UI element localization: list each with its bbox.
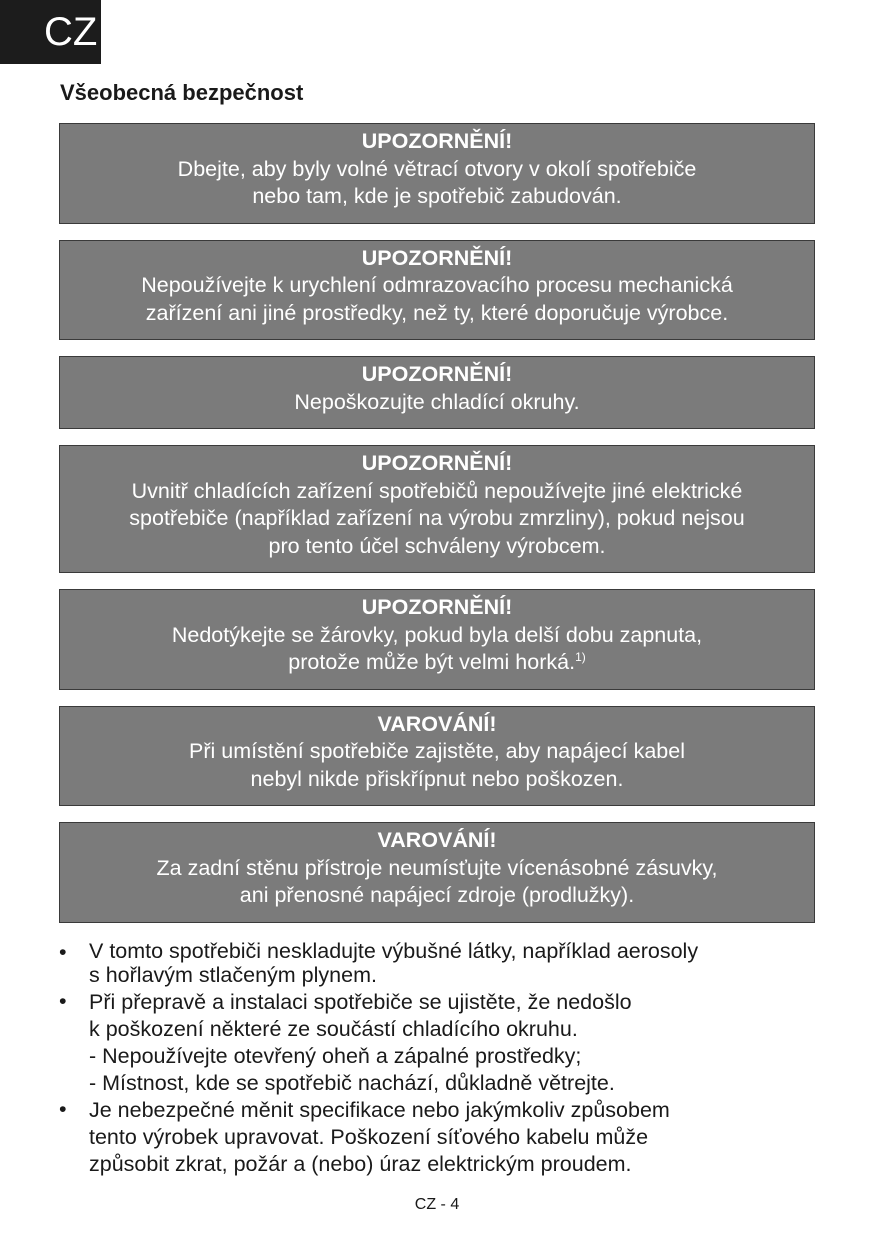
footnote-marker: 1) [575, 650, 586, 664]
warning-box [59, 123, 815, 224]
bullet-text-line: Při přepravě a instalaci spotřebiče se ujistěte, že nedošlo [89, 990, 632, 1014]
warning-text-line [68, 738, 806, 766]
bullet-icon: • [59, 1097, 67, 1121]
warning-title: UPOZORNĚNÍ! [361, 595, 513, 619]
warning-title: UPOZORNĚNÍ! [361, 362, 513, 386]
warning-text-line [68, 478, 806, 506]
warning-text-line [68, 272, 806, 300]
bullet-icon: • [59, 940, 67, 964]
bullet-text-line: způsobit zkrat, požár a (nebo) úraz elektrickým proudem. [89, 1152, 632, 1176]
warning-text: Dbejte, aby byly volné větrací otvory v okolí spotřebiče [177, 156, 697, 181]
warning-title: UPOZORNĚNÍ! [361, 129, 513, 153]
warning-title: VAROVÁNÍ! [377, 711, 497, 736]
bullet-text-line: tento výrobek upravovat. Poškození síťového kabelu může [89, 1125, 649, 1149]
warning-text: Při umístění spotřebiče zajistěte, aby napájecí kabel [189, 739, 685, 763]
bullet-item [59, 1097, 819, 1178]
bullet-text-line: - Místnost, kde se spotřebič nachází, důkladně větrejte. [89, 1071, 615, 1095]
warning-text-line [68, 183, 806, 211]
warning-text-line [68, 882, 806, 910]
warning-title: UPOZORNĚNÍ! [361, 451, 513, 475]
language-tab: CZ [0, 0, 101, 64]
bullet-list [59, 940, 819, 1178]
warning-text: Uvnitř chladících zařízení spotřebičů nepoužívejte jiné elektrické [131, 478, 743, 503]
warning-text: zařízení ani jiné prostředky, než ty, které doporučuje výrobce. [145, 300, 729, 325]
warning-text: pro tento účel schváleny výrobcem. [268, 533, 606, 558]
warning-box [59, 240, 815, 341]
warning-text: Nepoškozujte chladící okruhy. [294, 389, 580, 414]
bullet-icon: • [59, 989, 67, 1013]
bullet-text-line: s hořlavým stlačeným plynem. [89, 963, 377, 987]
warning-text: protože může být velmi horká. [288, 650, 576, 674]
warning-text-line [68, 766, 806, 794]
bullet-text-line: V tomto spotřebiči neskladujte výbušné látky, například aerosoly [89, 939, 699, 963]
warning-text: Za zadní stěnu přístroje neumísťujte vícenásobné zásuvky, [156, 855, 718, 880]
warning-text: nebo tam, kde je spotřebič zabudován. [252, 184, 622, 208]
bullet-item [59, 940, 819, 989]
warning-title: UPOZORNĚNÍ! [361, 245, 513, 270]
warning-text: Nedotýkejte se žárovky, pokud byla delší dobu zapnuta, [171, 622, 703, 647]
warning-text: nebyl nikde přiskřípnut nebo poškozen. [250, 766, 624, 791]
warning-box [59, 445, 815, 573]
warning-box [59, 589, 815, 690]
warning-text: ani přenosné napájecí zdroje (prodlužky). [239, 883, 635, 907]
warning-text-line [68, 300, 806, 328]
warning-text: Nepoužívejte k urychlení odmrazovacího procesu mechanická [141, 273, 733, 297]
warning-box [59, 822, 815, 923]
bullet-text-line: - Nepoužívejte otevřený oheň a zápalné prostředky; [89, 1044, 582, 1068]
warning-text: spotřebiče (například zařízení na výrobu zmrzliny), pokud nejsou [129, 506, 745, 530]
warning-box [59, 356, 815, 429]
warning-text-line [68, 855, 806, 883]
section-title: Všeobecná bezpečnost [60, 80, 304, 105]
warning-text-line [68, 622, 806, 650]
warning-text-line [68, 649, 806, 677]
bullet-item [59, 989, 819, 1097]
bullet-text-line: Je nebezpečné měnit specifikace nebo jakýmkoliv způsobem [89, 1098, 670, 1122]
warning-text-line [68, 505, 806, 533]
bullet-text-line: k poškození některé ze součástí chladícího okruhu. [89, 1017, 578, 1041]
warning-text-line [68, 533, 806, 561]
warning-text-line [68, 156, 806, 184]
warning-text-line [68, 389, 806, 417]
warning-box [59, 706, 815, 807]
warning-list [59, 123, 815, 939]
warning-title: VAROVÁNÍ! [377, 828, 497, 852]
page-number: CZ - 4 [414, 1196, 460, 1213]
